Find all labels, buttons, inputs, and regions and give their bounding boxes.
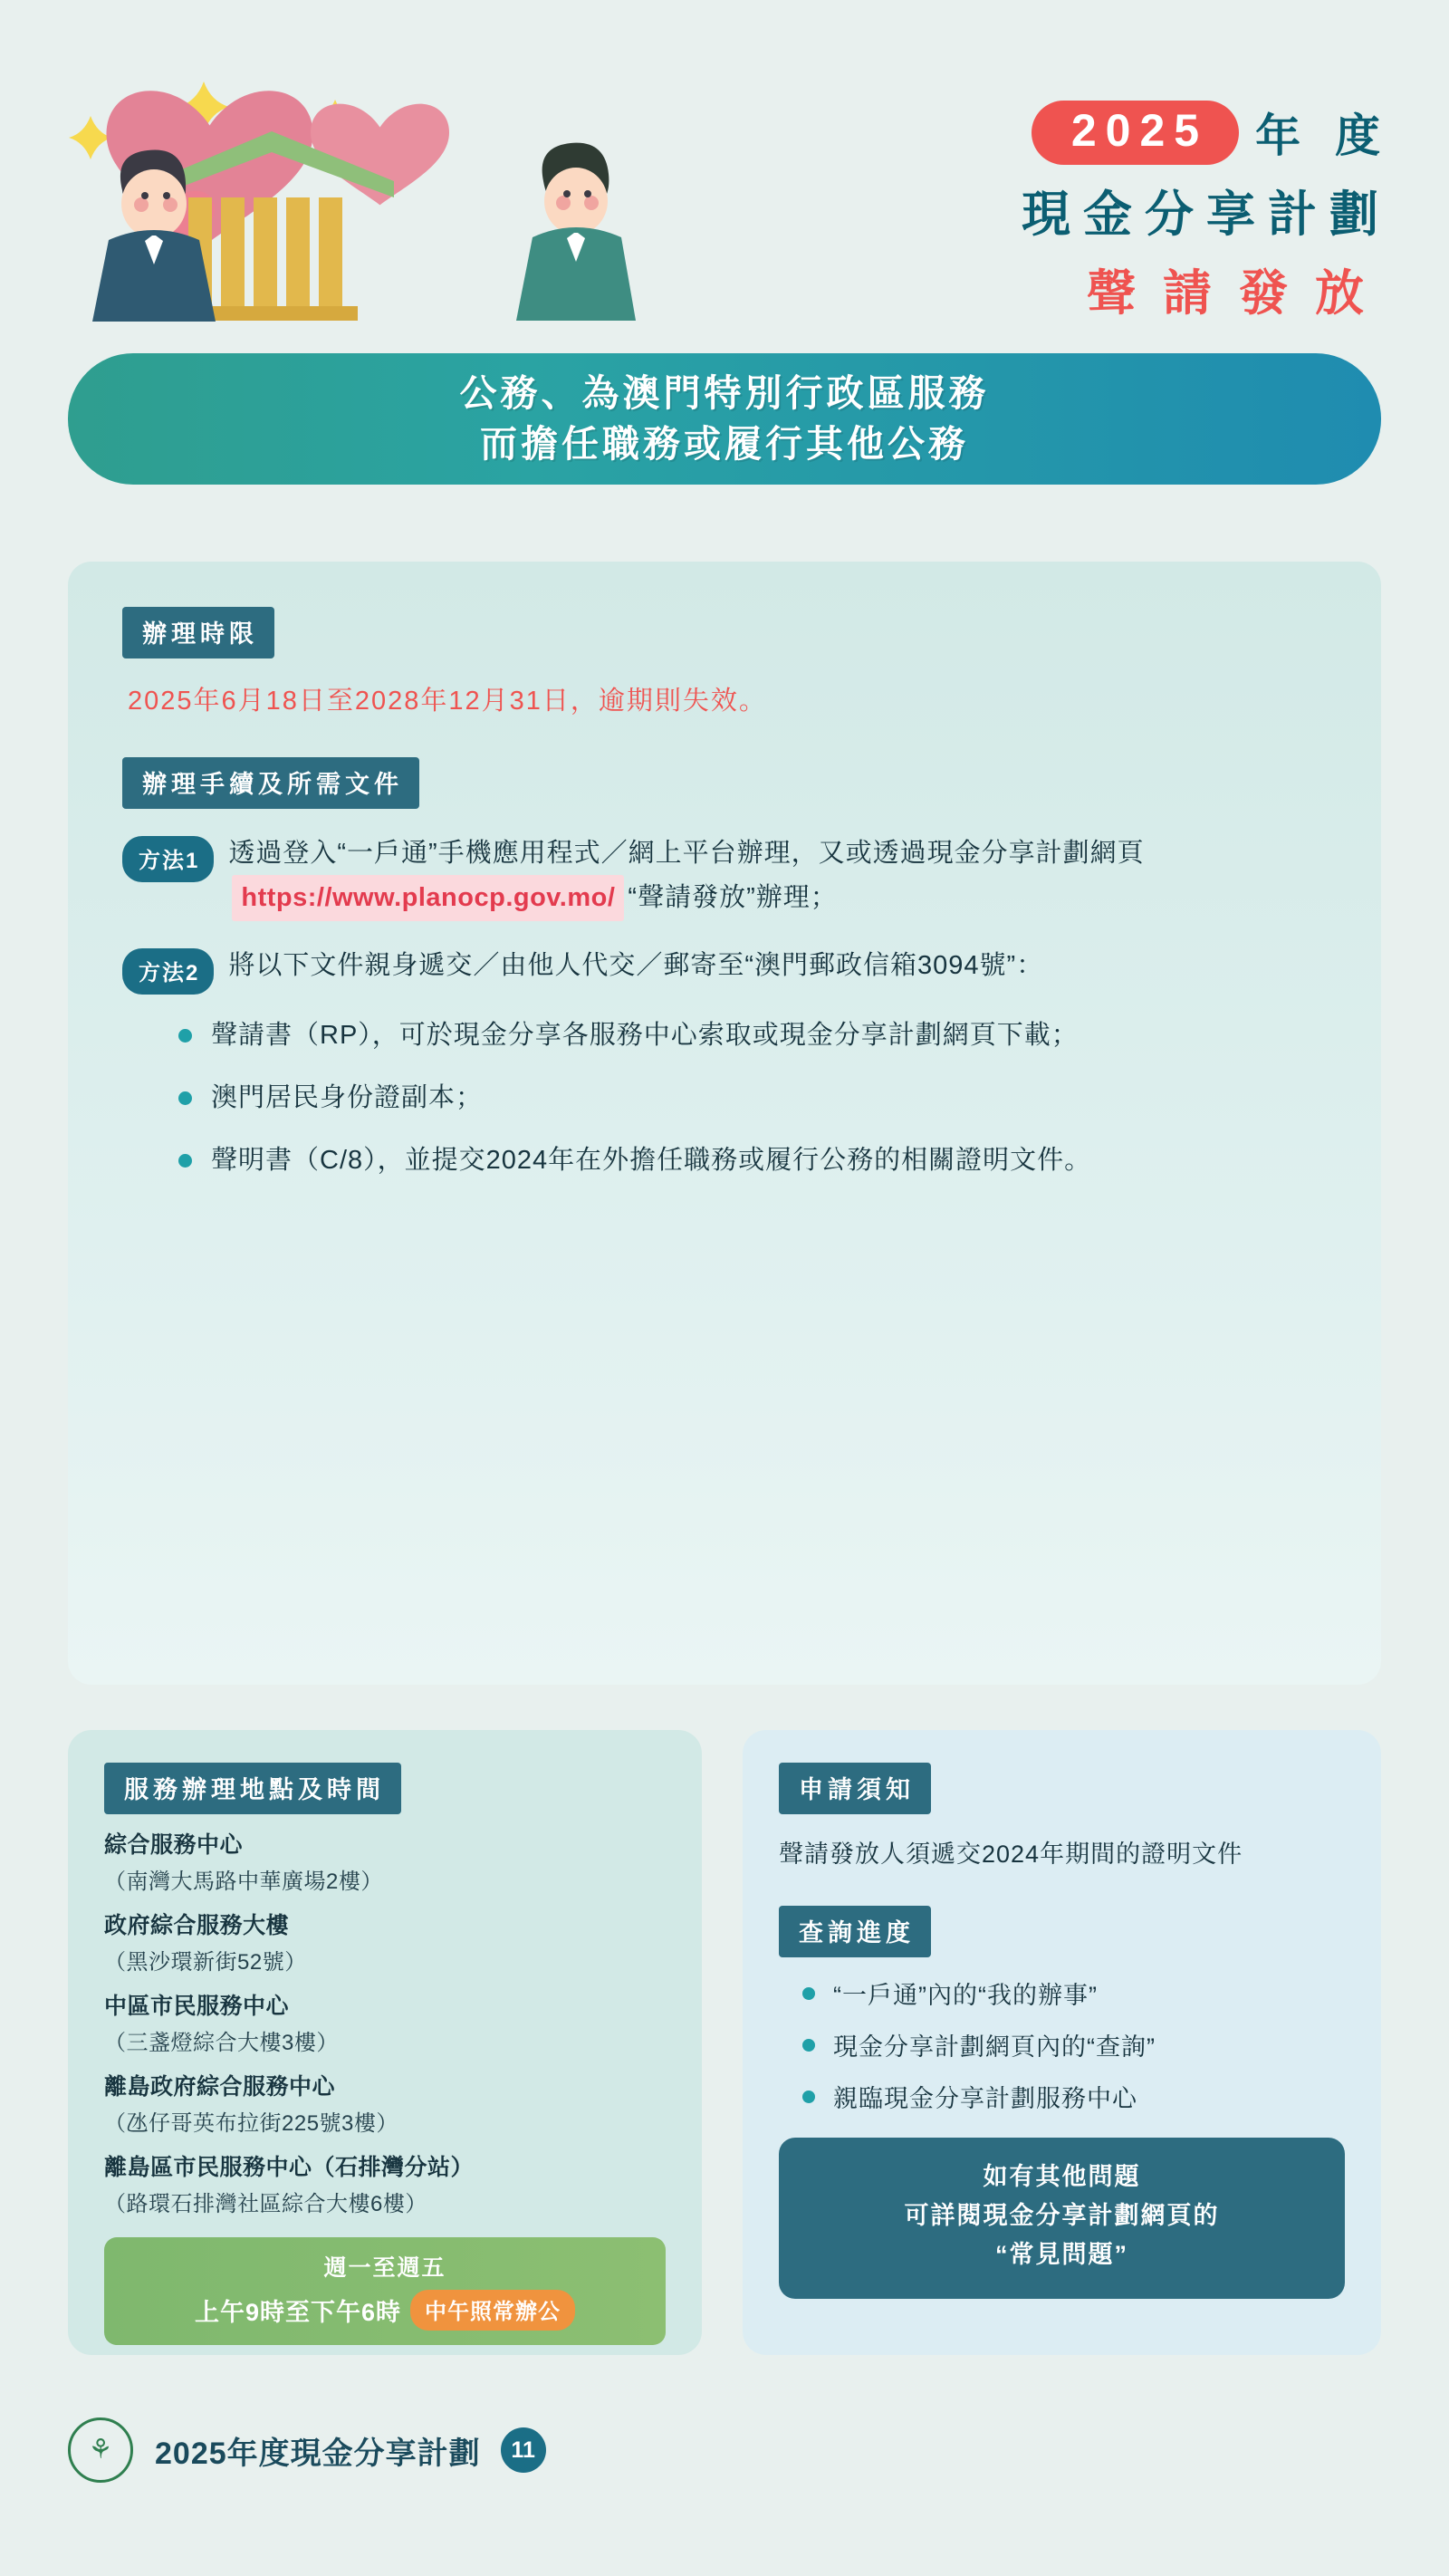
footer-title: 2025年度現金分享計劃 bbox=[155, 2436, 481, 2471]
main-content-card bbox=[68, 562, 1381, 1685]
person-right-figure bbox=[516, 143, 636, 321]
subtitle-line-2: 而擔任職務或履行其他公務 bbox=[480, 422, 969, 465]
locations-section-label: 服務辦理地點及時間 bbox=[104, 1763, 401, 1814]
query-methods-list bbox=[802, 1975, 1345, 2114]
title-line-2: 現金分享計劃 bbox=[1022, 187, 1391, 242]
location-address: （氹仔哥英布拉街225號3樓） bbox=[104, 2111, 398, 2136]
service-locations-card bbox=[68, 1730, 702, 2355]
faq-line-2: 可詳閱現金分享計劃網頁的 bbox=[904, 2202, 1220, 2230]
title-year-suffix: 年 度 bbox=[1255, 111, 1391, 161]
page-header bbox=[0, 0, 1449, 465]
location-name: 離島區市民服務中心（石排灣分站） bbox=[104, 2155, 475, 2180]
deadline-text: 2025年6月18日至2028年12月31日，逾期則失效。 bbox=[128, 687, 767, 716]
opening-hours-box bbox=[104, 2237, 666, 2345]
location-address: （南灣大馬路中華廣場2樓） bbox=[104, 1870, 383, 1894]
location-address: （三盞燈綜合大樓3樓） bbox=[104, 2031, 339, 2055]
method-2-text: 將以下文件親身遞交／由他人代交／郵寄至“澳門郵政信箱3094號”： bbox=[228, 950, 1044, 980]
required-documents-list bbox=[178, 1014, 1327, 1182]
location-address: （黑沙環新街52號） bbox=[104, 1950, 307, 1975]
list-item: 聲請書（RP），可於現金分享各服務中心索取或現金分享計劃網頁下載； bbox=[178, 1014, 1327, 1057]
procedure-section-label: 辦理手續及所需文件 bbox=[122, 757, 419, 809]
list-item: 現金分享計劃網頁內的“查詢” bbox=[802, 2027, 1345, 2062]
list-item: “一戶通”內的“我的辦事” bbox=[802, 1975, 1345, 2011]
title-line-3: 聲請發放 bbox=[1087, 266, 1391, 321]
cash-share-website-link[interactable]: https://www.planocp.gov.mo/ bbox=[232, 875, 624, 921]
subtitle-banner bbox=[68, 353, 1381, 485]
lotus-glyph: ⚘ bbox=[88, 2435, 113, 2465]
macau-emblem-icon bbox=[68, 2417, 133, 2483]
query-section-label: 查詢進度 bbox=[779, 1906, 931, 1957]
list-item: 親臨現金分享計劃服務中心 bbox=[802, 2079, 1345, 2114]
noon-open-badge: 中午照常辦公 bbox=[410, 2290, 575, 2331]
method-1-badge: 方法1 bbox=[122, 836, 214, 882]
opening-time: 上午9時至下午6時 bbox=[194, 2299, 402, 2326]
location-name: 離島政府綜合服務中心 bbox=[104, 2074, 336, 2100]
title-year-pill: 2025 bbox=[1032, 101, 1239, 165]
list-item: 澳門居民身份證副本； bbox=[178, 1077, 1327, 1120]
notice-text: 聲請發放人須遞交2024年期間的證明文件 bbox=[779, 1841, 1243, 1868]
list-item: 聲明書（C/8），並提交2024年在外擔任職務或履行公務的相關證明文件。 bbox=[178, 1139, 1327, 1182]
method-2-row bbox=[122, 945, 1327, 995]
method-1-text-part-b: “聲請發放”辦理； bbox=[628, 882, 838, 912]
faq-line-3: “常見問題” bbox=[995, 2241, 1128, 2269]
page-title bbox=[743, 100, 1395, 324]
header-illustration bbox=[36, 45, 706, 362]
page-footer bbox=[68, 2409, 1381, 2491]
method-1-text bbox=[228, 832, 1327, 921]
deadline-section-label: 辦理時限 bbox=[122, 607, 274, 658]
location-name: 政府綜合服務大樓 bbox=[104, 1913, 290, 1938]
method-2-badge: 方法2 bbox=[122, 948, 214, 995]
location-address: （路環石排灣社區綜合大樓6樓） bbox=[104, 2192, 427, 2216]
location-name: 中區市民服務中心 bbox=[104, 1994, 290, 2019]
location-name: 綜合服務中心 bbox=[104, 1832, 244, 1858]
faq-line-1: 如有其他問題 bbox=[983, 2163, 1141, 2190]
application-notice-card bbox=[743, 1730, 1381, 2355]
method-1-text-part-a: 透過登入“一戶通”手機應用程式／網上平台辦理，又或透過現金分享計劃網頁 bbox=[228, 839, 1145, 868]
opening-days: 週一至週五 bbox=[323, 2255, 446, 2281]
page-number-badge: 11 bbox=[501, 2427, 546, 2473]
method-1-row bbox=[122, 832, 1327, 921]
faq-callout-box bbox=[779, 2138, 1345, 2299]
subtitle-line-1: 公務、為澳門特別行政區服務 bbox=[459, 372, 990, 415]
notice-section-label: 申請須知 bbox=[779, 1763, 931, 1814]
